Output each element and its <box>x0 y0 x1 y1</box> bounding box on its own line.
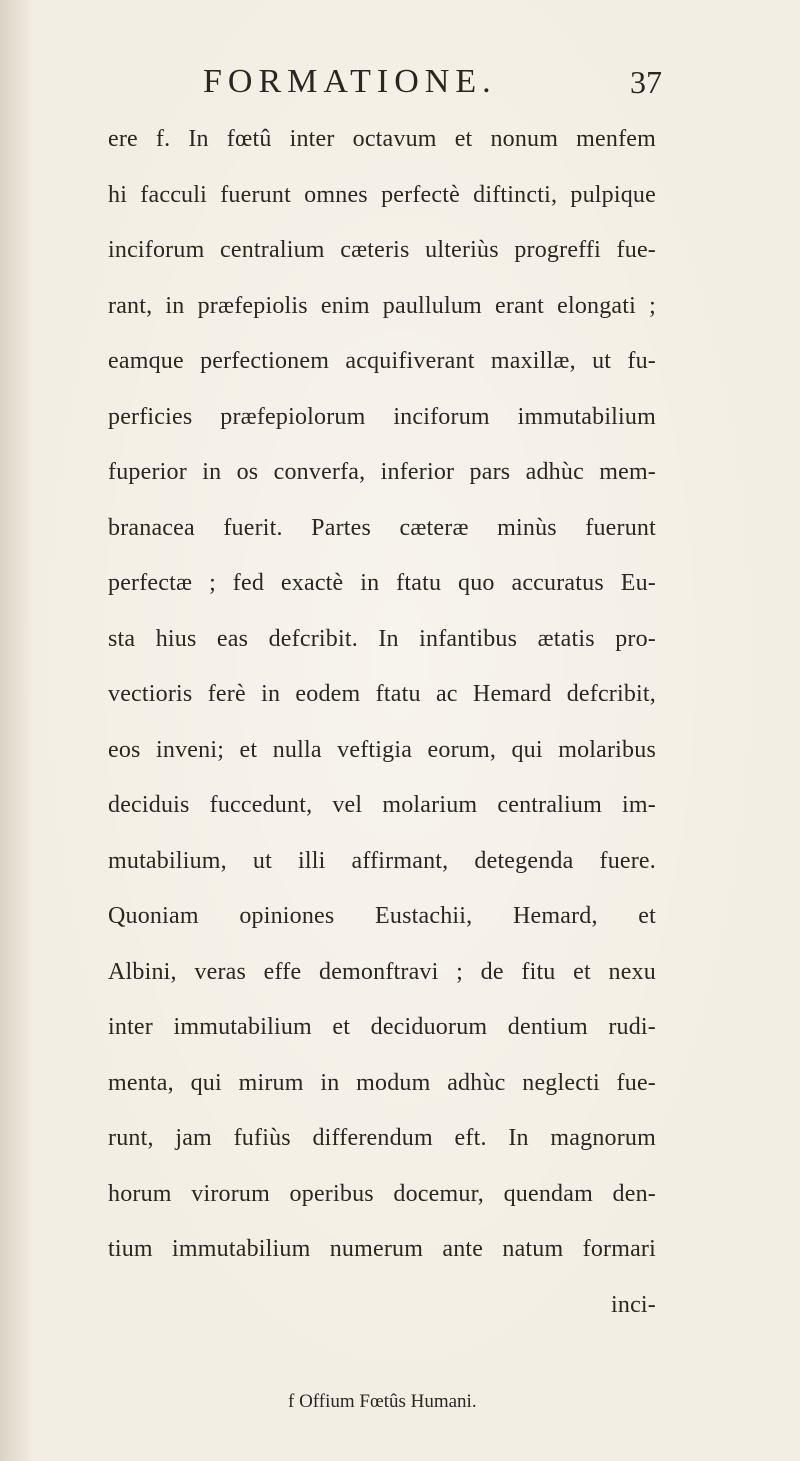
body-text <box>108 112 656 1333</box>
text-line: inter immutabilium et deciduorum dentium rudi- <box>108 1014 656 1040</box>
text-line: perficies præfepiolorum inciforum immutabilium <box>108 403 656 430</box>
footnote: f Offium Fœtûs Humani. <box>288 1391 477 1412</box>
text-line: vectioris ferè in eodem ftatu ac Hemard defcribit, <box>108 681 656 707</box>
text-line: Quoniam opiniones Eustachii, Hemard, et <box>108 903 656 929</box>
text-line: tium immutabilium numerum ante natum formari <box>108 1236 656 1262</box>
text-line: perfectæ ; fed exactè in ftatu quo accuratus Eu- <box>108 570 656 596</box>
spine-shadow <box>0 0 34 1461</box>
catchword: inci- <box>611 1291 656 1318</box>
page-number: 37 <box>630 64 662 100</box>
text-line: menta, qui mirum in modum adhùc neglecti fue- <box>108 1069 656 1096</box>
text-line: branacea fuerit. Partes cæteræ minùs fuerunt <box>108 514 656 541</box>
text-line: sta hius eas defcribit. In infantibus ætatis pro- <box>108 625 656 652</box>
text-line: mutabilium, ut illi affirmant, detegenda fuere. <box>108 847 656 874</box>
text-line: inciforum centralium cæteris ulteriùs progreffi fue- <box>108 237 656 263</box>
text-line: eos inveni; et nulla veftigia eorum, qui molaribus <box>108 736 656 763</box>
text-line: deciduis fuccedunt, vel molarium centralium im- <box>108 792 656 818</box>
text-line: eamque perfectionem acquifiverant maxillæ, ut fu- <box>108 348 656 374</box>
text-line: runt, jam fufiùs differendum eft. In magnorum <box>108 1125 656 1151</box>
text-line: horum virorum operibus docemur, quendam den- <box>108 1180 656 1207</box>
text-line: fuperior in os converfa, inferior pars adhùc mem- <box>108 459 656 485</box>
running-head: FORMATIONE. <box>203 63 497 100</box>
text-line: hi facculi fuerunt omnes perfectè diftincti, pulpique <box>108 181 656 208</box>
text-line: ere f. In fœtû inter octavum et nonum menfem <box>108 126 656 152</box>
page-header <box>0 60 800 110</box>
text-line: Albini, veras effe demonftravi ; de fitu et nexu <box>108 958 656 985</box>
text-line: rant, in præfepiolis enim paullulum erant elongati ; <box>108 292 656 319</box>
